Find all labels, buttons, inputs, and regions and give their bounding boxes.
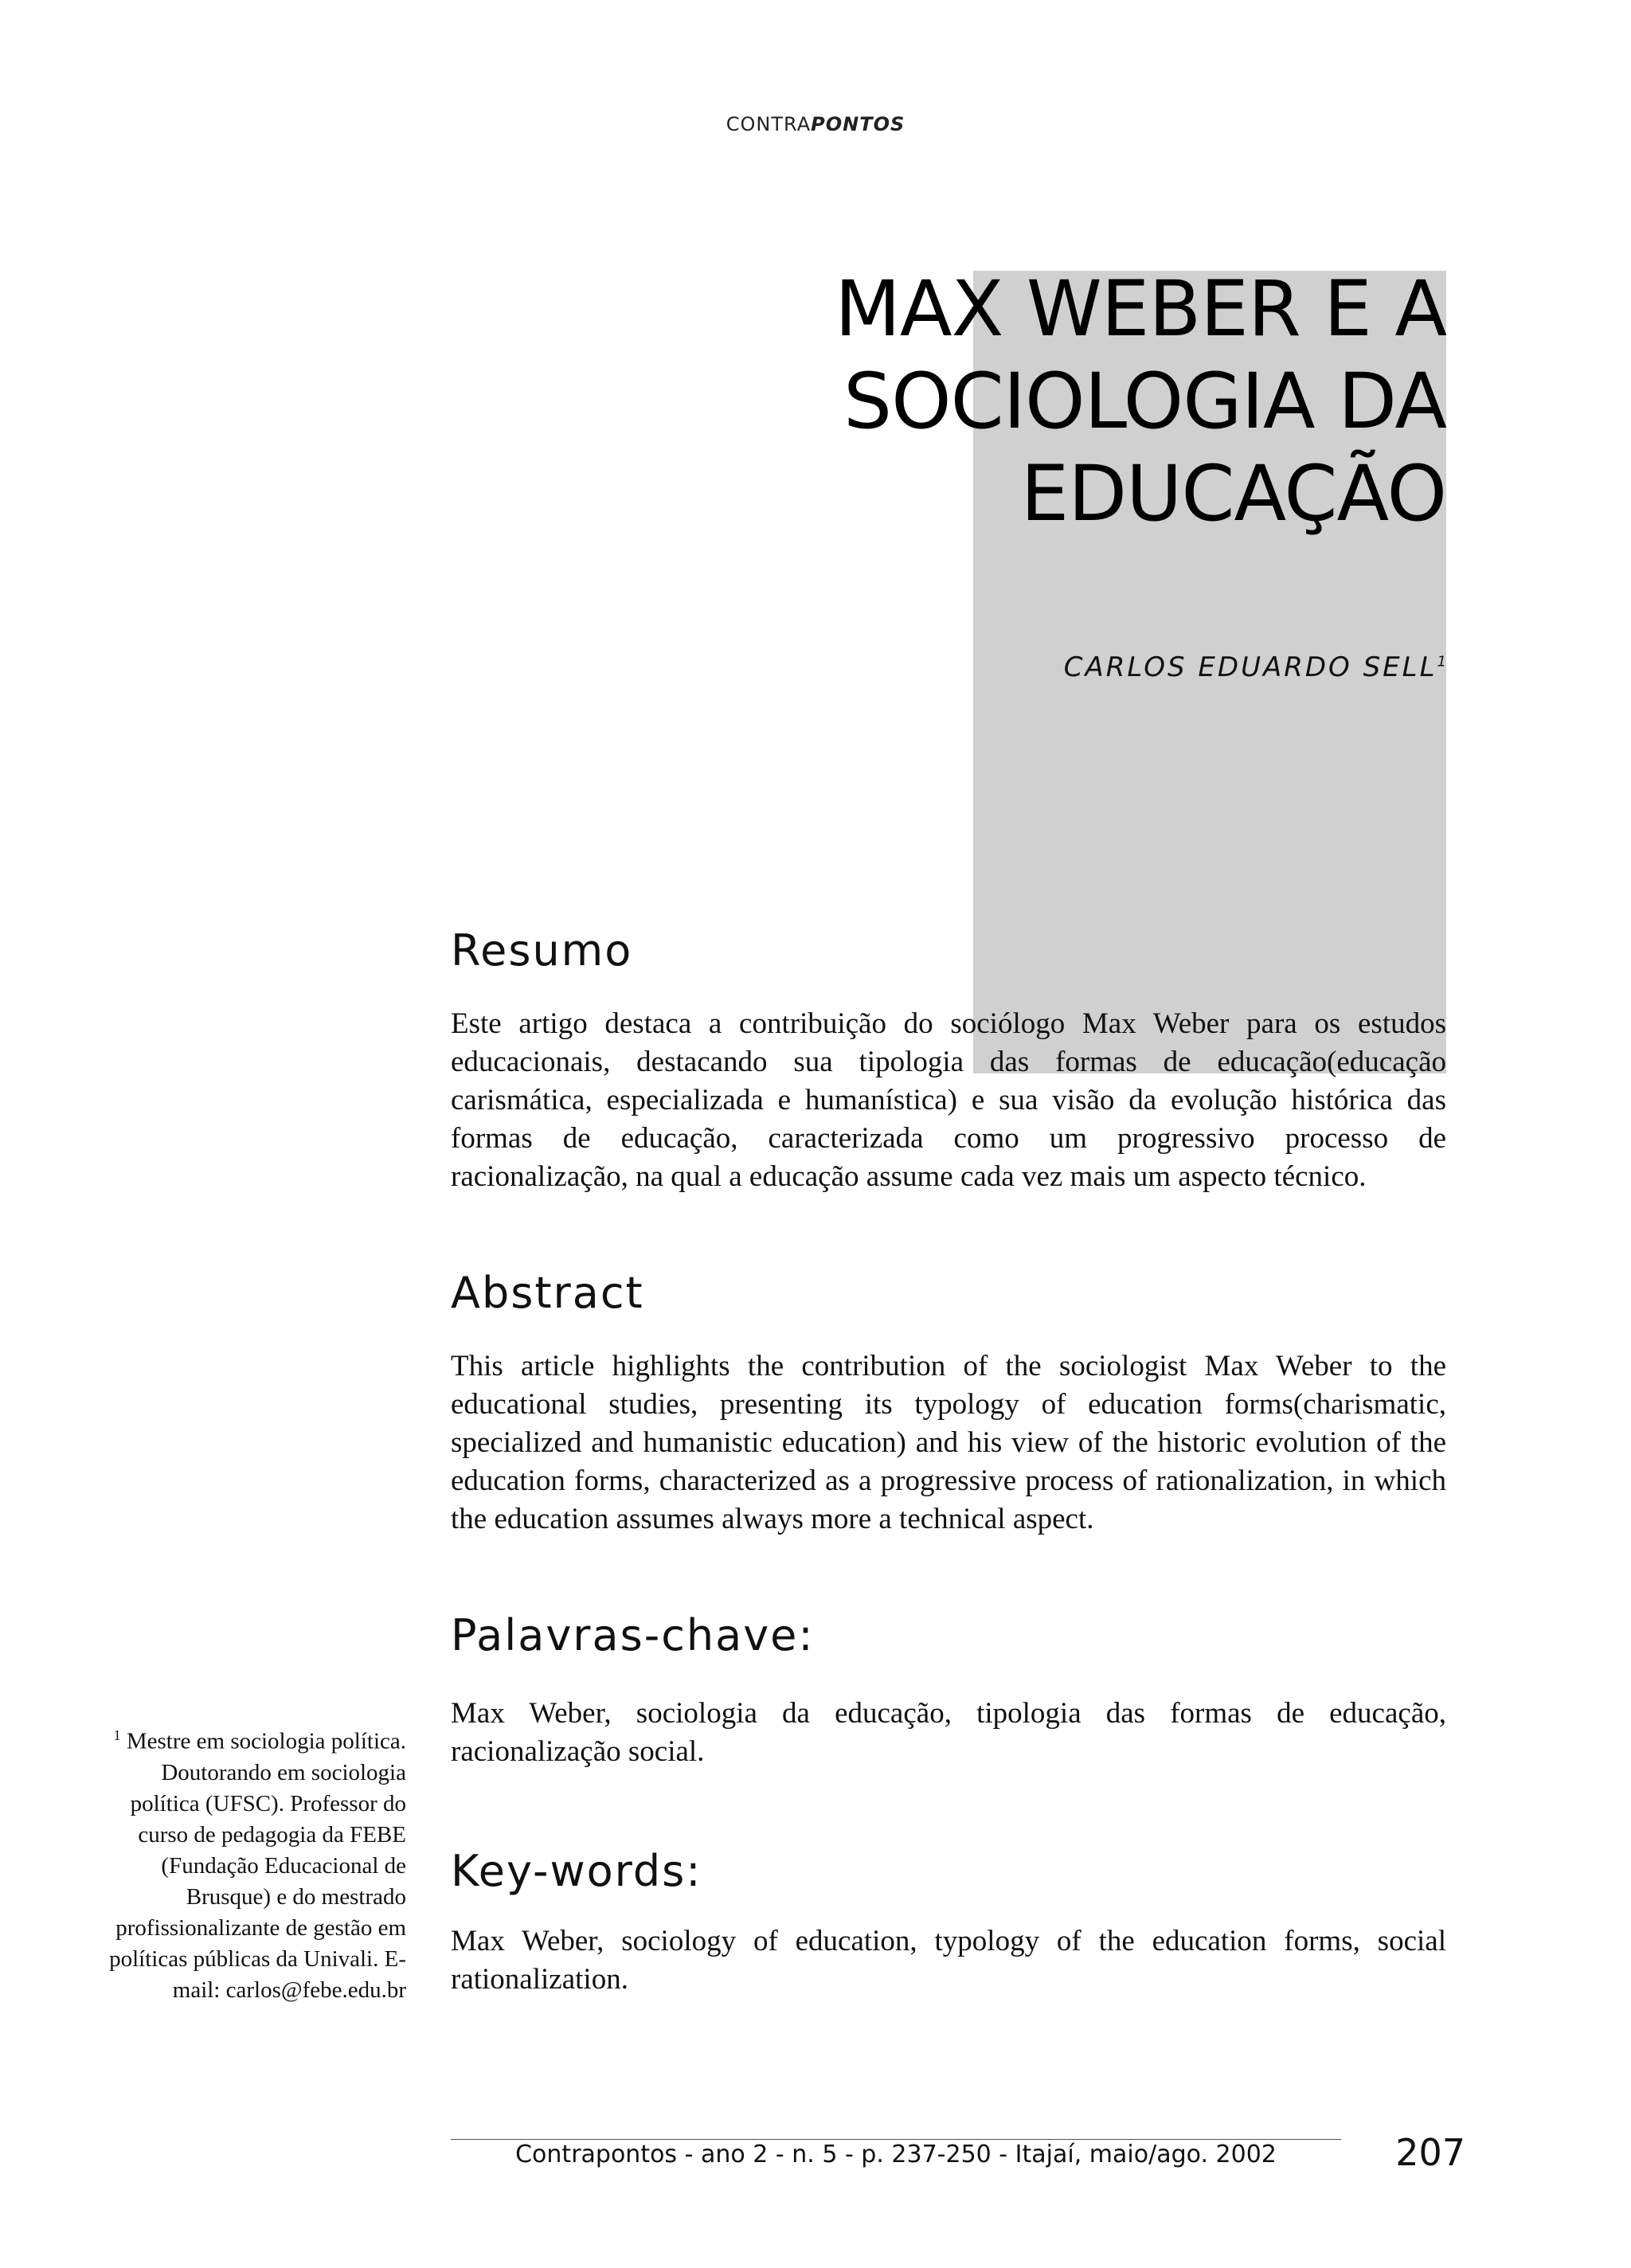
footer-citation: Contrapontos - ano 2 - n. 5 - p. 237-250 - Itajaí, maio/ago. 2002 — [515, 2141, 1277, 2168]
journal-header — [0, 113, 1631, 135]
journal-name-bold: PONTOS — [811, 113, 905, 135]
abstract-heading: Abstract — [451, 1268, 644, 1318]
resumo-heading: Resumo — [451, 925, 633, 976]
palavras-chave-heading: Palavras-chave: — [451, 1610, 815, 1660]
key-words-heading: Key-words: — [451, 1846, 702, 1896]
key-words-text: Max Weber, sociology of education, typology of the education forms, social rationalization. — [451, 1925, 1446, 1996]
page-number: 207 — [1395, 2131, 1465, 2174]
author-footnote — [96, 1720, 406, 2006]
author-note-marker: 1 — [1437, 653, 1446, 671]
author-name: CARLOS EDUARDO SELL — [1063, 651, 1437, 683]
palavras-chave-text: Max Weber, sociologia da educação, tipologia das formas de educação, racionalização social. — [451, 1697, 1446, 1768]
journal-name-light: CONTRA — [726, 113, 812, 135]
article-title — [717, 263, 1446, 540]
abstract-text: This article highlights the contribution of the sociologist Max Weber to the educational studies, presenting its typology of education forms(charismatic, specialized and humanistic education) and his view of the historic evolution of the education forms, characterized as a progressive process of rationalization, in which the education assumes always more a technical aspect. — [451, 1350, 1446, 1535]
title-line: SOCIOLOGIA DA — [843, 357, 1446, 446]
footer-divider — [451, 2139, 1341, 2140]
footnote-text: Mestre em sociologia política. Doutorando em sociologia política (UFSC). Professor do curso de pedagogia da FEBE (Fundação Educacional de Brusque) e do mestrado profissionalizante de gestão em políticas públicas da Univali. E-mail: carlos@febe.edu.br — [109, 1728, 406, 2003]
author-name-line — [796, 651, 1446, 683]
footnote-marker: 1 — [113, 1727, 121, 1743]
title-line: MAX WEBER E A — [835, 264, 1446, 354]
title-line: EDUCAÇÃO — [1020, 449, 1446, 538]
resumo-text: Este artigo destaca a contribuição do sociólogo Max Weber para os estudos educacionais, destacando sua tipologia das formas de educação(educação carismática, especializada e humanística) e sua visão da evolução histórica das formas de educação, caracterizada como um progressivo processo de racionalização, na qual a educação assume cada vez mais um aspecto técnico. — [451, 1007, 1446, 1193]
